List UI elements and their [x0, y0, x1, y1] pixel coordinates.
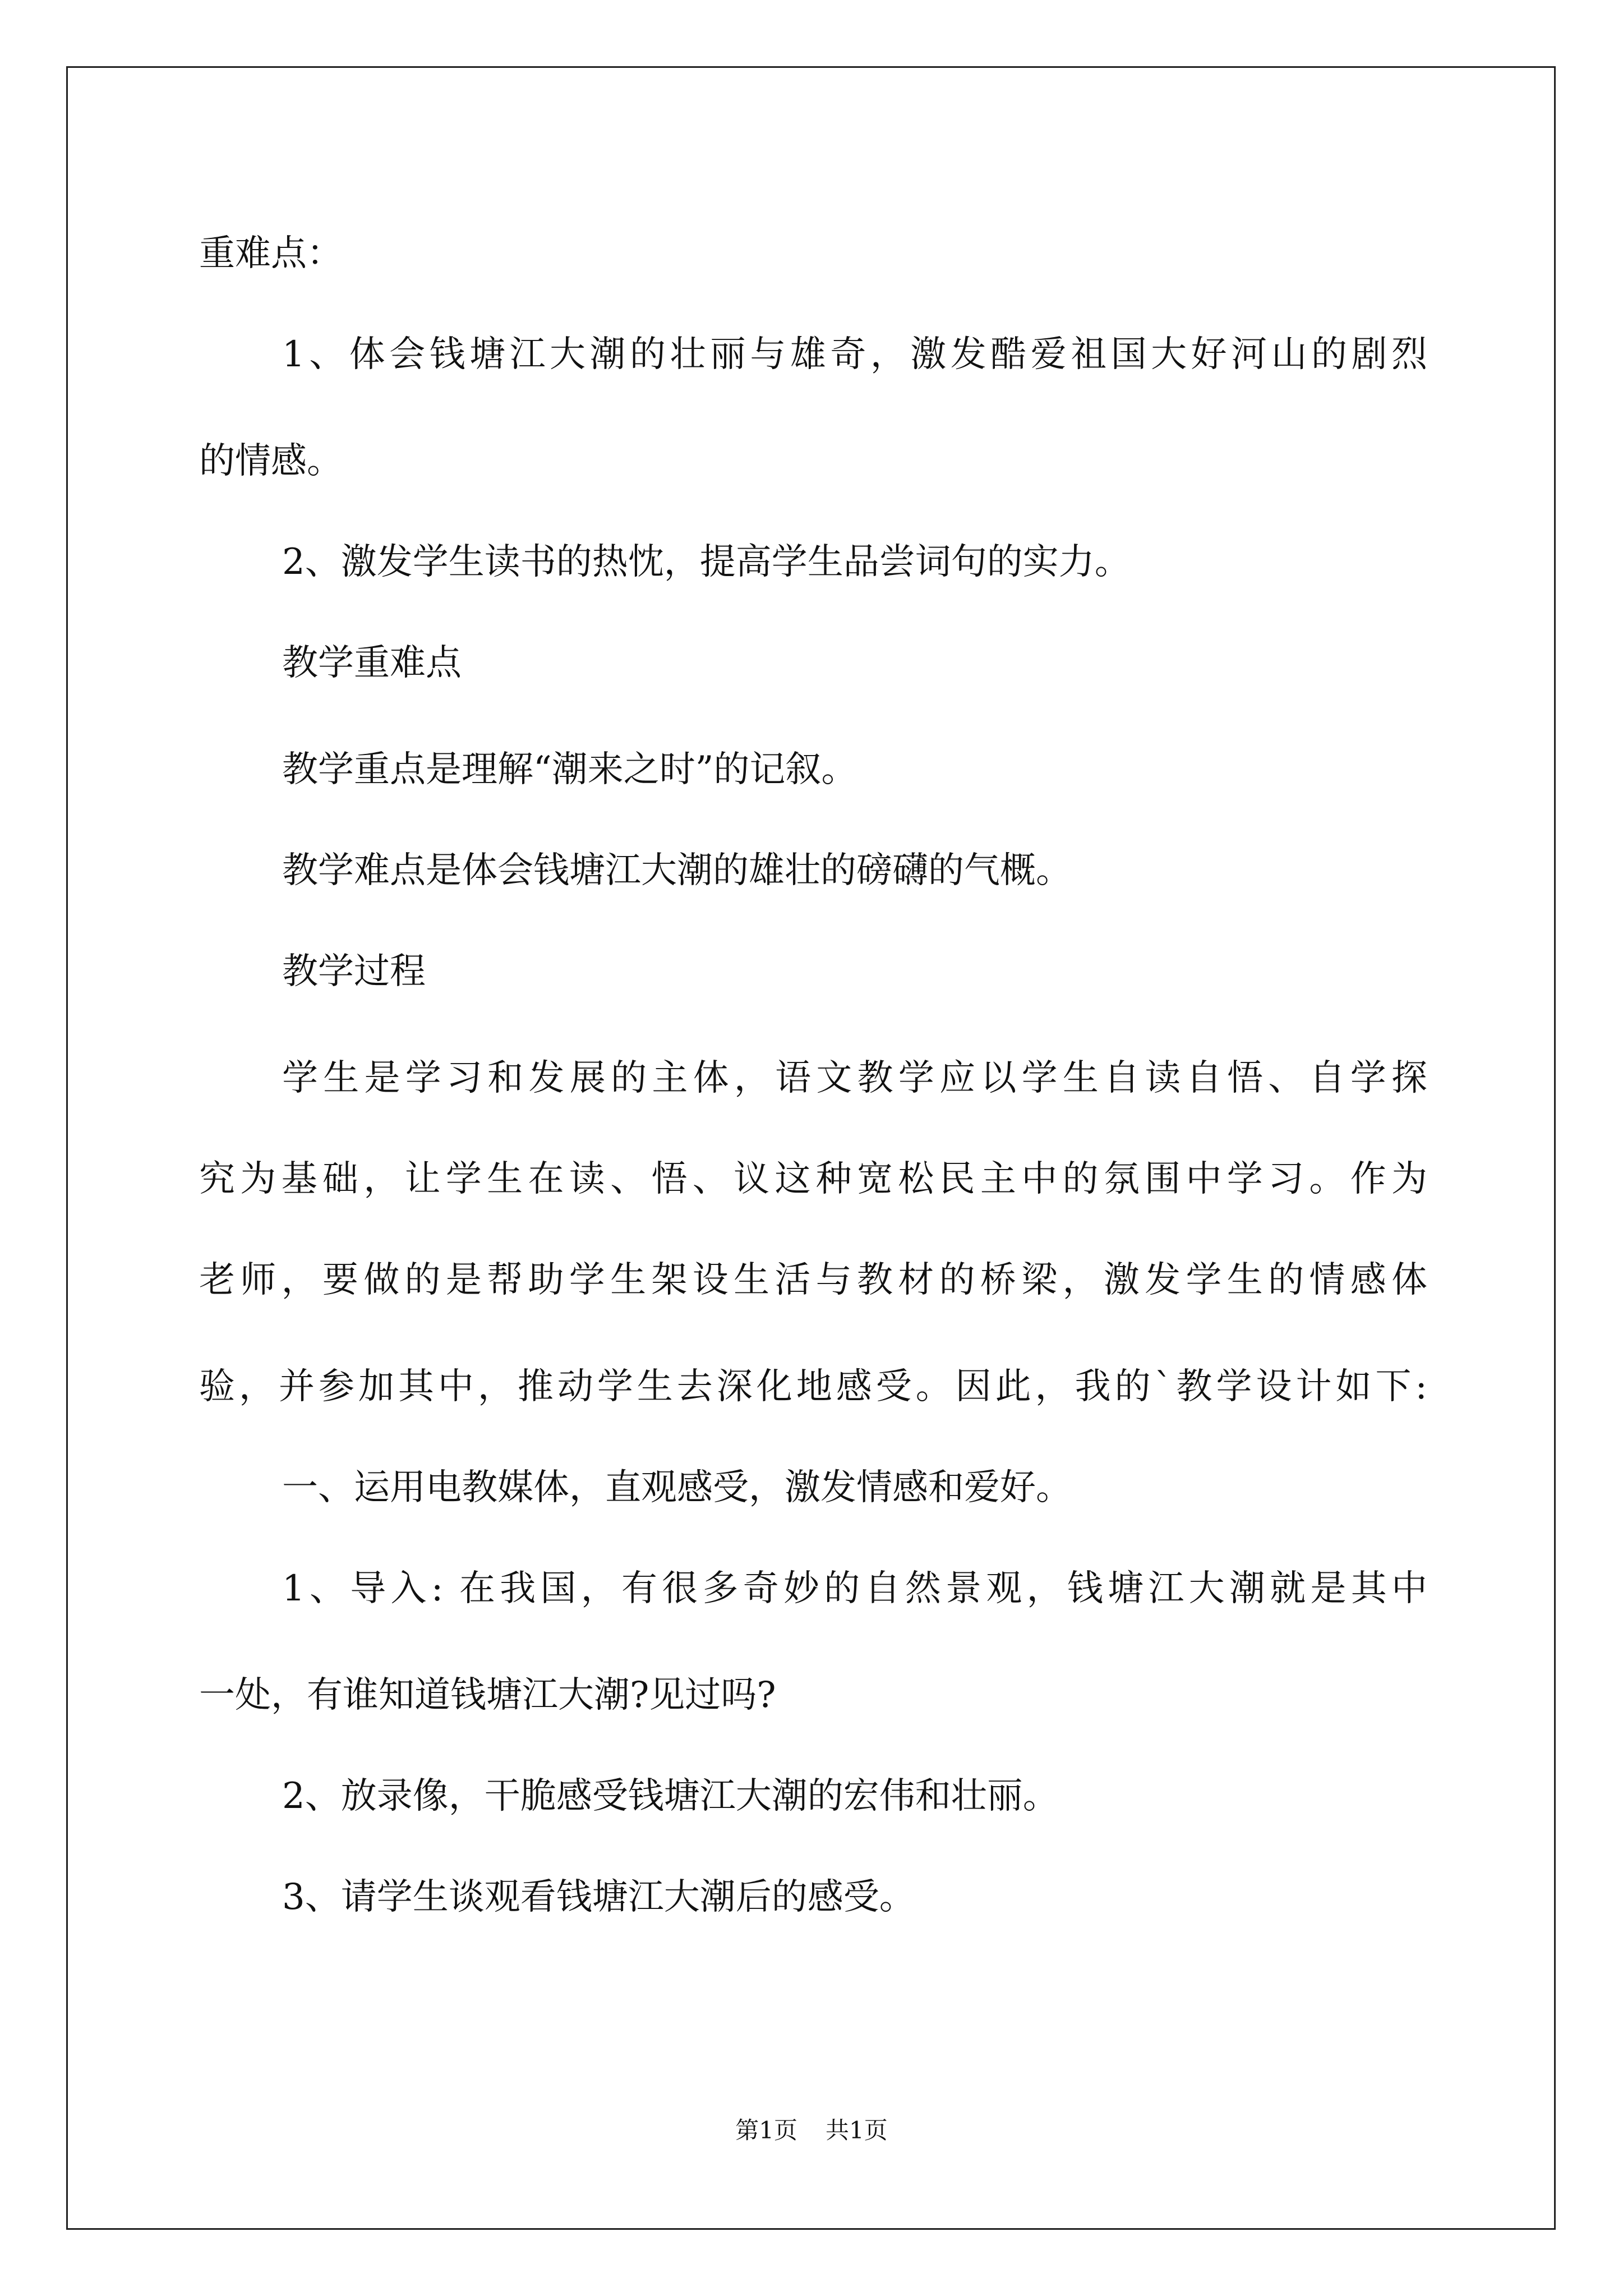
paragraph-heading: 重难点： — [199, 233, 343, 274]
paragraph-line: 一、运用电教媒体，直观感受，激发情感和爱好。 — [282, 1467, 1072, 1508]
paragraph-line: 教学难点是体会钱塘江大潮的雄壮的磅礴的气概。 — [282, 850, 1072, 891]
paragraph-line: 一处，有谁知道钱塘江大潮?见过吗? — [199, 1674, 776, 1716]
paragraph-line: 1、导入: 在我国，有很多奇妙的自然景观，钱塘江大潮就是其中 — [282, 1568, 1427, 1609]
page-number: 第1页 — [735, 2116, 797, 2144]
paragraph-line: 2、激发学生读书的热忱，提高学生品尝词句的实力。 — [282, 541, 1131, 583]
paragraph-line: 教学重点是理解“潮来之时”的记叙。 — [282, 749, 857, 790]
paragraph-line: 的情感。 — [199, 440, 343, 482]
paragraph-line: 2、放录像，干脆感受钱塘江大潮的宏伟和壮丽。 — [282, 1775, 1059, 1817]
paragraph-line: 3、请学生谈观看钱塘江大潮后的感受。 — [282, 1876, 915, 1918]
paragraph-line: 老师，要做的是帮助学生架设生活与教材的桥梁，激发学生的情感体 — [199, 1259, 1427, 1301]
section-heading: 教学重难点 — [282, 642, 462, 684]
page-total: 共1页 — [826, 2116, 888, 2144]
paragraph-line: 1、体会钱塘江大潮的壮丽与雄奇，激发酷爱祖国大好河山的剧烈 — [282, 334, 1427, 375]
section-heading: 教学过程 — [282, 951, 426, 992]
page-footer — [0, 2115, 1623, 2146]
paragraph-line: 学生是学习和发展的主体，语文教学应以学生自读自悟、自学探 — [282, 1057, 1427, 1099]
paragraph-line: 究为基础，让学生在读、悟、议这种宽松民主中的氛围中学习。作为 — [199, 1158, 1427, 1200]
paragraph-line: 验，并参加其中，推动学生去深化地感受。因此，我的`教学设计如下: — [199, 1366, 1427, 1407]
